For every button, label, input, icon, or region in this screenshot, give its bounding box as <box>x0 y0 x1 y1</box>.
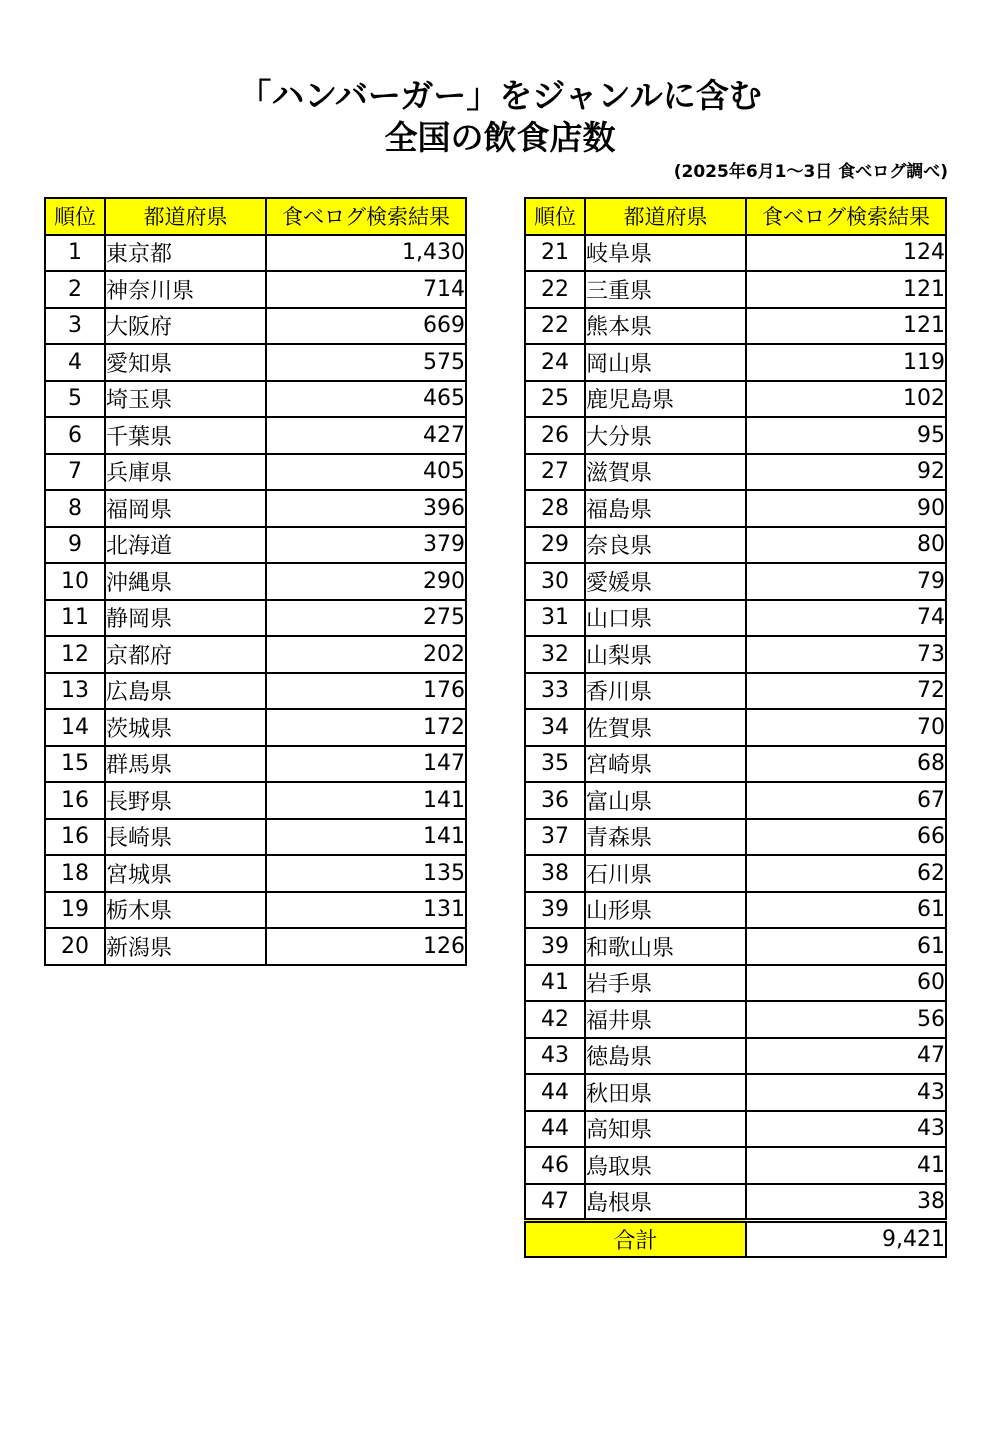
prefecture-cell: 埼玉県 <box>105 381 266 418</box>
header-rank: 順位 <box>525 198 585 235</box>
prefecture-cell: 熊本県 <box>585 308 746 345</box>
count-cell: 176 <box>266 673 466 710</box>
page-title-line2: 全国の飲食店数 <box>384 118 616 157</box>
table-row <box>45 308 466 345</box>
table-row <box>45 344 466 381</box>
prefecture-cell: 秋田県 <box>585 1074 746 1111</box>
count-cell: 95 <box>746 417 946 454</box>
count-cell: 121 <box>746 271 946 308</box>
prefecture-cell: 千葉県 <box>105 417 266 454</box>
header-row <box>45 198 466 235</box>
prefecture-cell: 広島県 <box>105 673 266 710</box>
header-prefecture: 都道府県 <box>105 198 266 235</box>
prefecture-cell: 鹿児島県 <box>585 381 746 418</box>
total-count: 9,421 <box>746 1220 946 1257</box>
table-row <box>525 271 946 308</box>
rank-cell: 32 <box>525 636 585 673</box>
table-row <box>525 600 946 637</box>
count-cell: 172 <box>266 709 466 746</box>
count-cell: 126 <box>266 928 466 965</box>
prefecture-cell: 茨城県 <box>105 709 266 746</box>
header-count: 食べログ検索結果 <box>266 198 466 235</box>
count-cell: 47 <box>746 1038 946 1075</box>
table-row <box>45 271 466 308</box>
count-cell: 68 <box>746 746 946 783</box>
table-row <box>525 1111 946 1148</box>
count-cell: 275 <box>266 600 466 637</box>
table-row <box>525 709 946 746</box>
prefecture-cell: 佐賀県 <box>585 709 746 746</box>
prefecture-cell: 宮城県 <box>105 855 266 892</box>
table-row <box>525 636 946 673</box>
count-cell: 72 <box>746 673 946 710</box>
count-cell: 575 <box>266 344 466 381</box>
header-row <box>525 198 946 235</box>
table-row <box>45 563 466 600</box>
count-cell: 61 <box>746 928 946 965</box>
count-cell: 202 <box>266 636 466 673</box>
prefecture-cell: 兵庫県 <box>105 454 266 491</box>
count-cell: 66 <box>746 819 946 856</box>
count-cell: 102 <box>746 381 946 418</box>
table-row <box>525 454 946 491</box>
table-row <box>525 782 946 819</box>
prefecture-cell: 大阪府 <box>105 308 266 345</box>
prefecture-cell: 奈良県 <box>585 527 746 564</box>
prefecture-cell: 徳島県 <box>585 1038 746 1075</box>
prefecture-cell: 群馬県 <box>105 746 266 783</box>
rank-cell: 28 <box>525 490 585 527</box>
table-row <box>45 673 466 710</box>
rank-cell: 31 <box>525 600 585 637</box>
header-prefecture: 都道府県 <box>585 198 746 235</box>
rank-cell: 44 <box>525 1111 585 1148</box>
prefecture-cell: 新潟県 <box>105 928 266 965</box>
rank-cell: 12 <box>45 636 105 673</box>
rank-cell: 26 <box>525 417 585 454</box>
table-row <box>525 673 946 710</box>
table-row <box>525 819 946 856</box>
prefecture-cell: 長野県 <box>105 782 266 819</box>
prefecture-cell: 三重県 <box>585 271 746 308</box>
header-rank: 順位 <box>45 198 105 235</box>
rank-cell: 25 <box>525 381 585 418</box>
count-cell: 73 <box>746 636 946 673</box>
table-row <box>45 417 466 454</box>
table-row <box>45 819 466 856</box>
rank-cell: 34 <box>525 709 585 746</box>
rank-cell: 16 <box>45 819 105 856</box>
rank-cell: 5 <box>45 381 105 418</box>
prefecture-cell: 宮崎県 <box>585 746 746 783</box>
table-row <box>525 928 946 965</box>
rank-cell: 9 <box>45 527 105 564</box>
table-row <box>45 855 466 892</box>
table-row <box>45 600 466 637</box>
rank-cell: 39 <box>525 892 585 929</box>
rank-cell: 36 <box>525 782 585 819</box>
count-cell: 465 <box>266 381 466 418</box>
rank-cell: 39 <box>525 928 585 965</box>
table-row <box>525 490 946 527</box>
prefecture-cell: 富山県 <box>585 782 746 819</box>
count-cell: 60 <box>746 965 946 1002</box>
page-title: 「ハンバーガー」をジャンルに含む <box>238 76 762 115</box>
table-row <box>525 1001 946 1038</box>
rank-cell: 35 <box>525 746 585 783</box>
count-cell: 90 <box>746 490 946 527</box>
table-row <box>525 527 946 564</box>
rank-cell: 42 <box>525 1001 585 1038</box>
count-cell: 121 <box>746 308 946 345</box>
rank-cell: 37 <box>525 819 585 856</box>
count-cell: 119 <box>746 344 946 381</box>
prefecture-cell: 青森県 <box>585 819 746 856</box>
count-cell: 92 <box>746 454 946 491</box>
table-row <box>45 381 466 418</box>
table-row <box>45 527 466 564</box>
table-row <box>45 235 466 272</box>
table-row <box>525 1147 946 1184</box>
table-row <box>45 892 466 929</box>
prefecture-cell: 北海道 <box>105 527 266 564</box>
count-cell: 379 <box>266 527 466 564</box>
prefecture-cell: 山梨県 <box>585 636 746 673</box>
prefecture-cell: 栃木県 <box>105 892 266 929</box>
rank-cell: 21 <box>525 235 585 272</box>
prefecture-cell: 福岡県 <box>105 490 266 527</box>
rank-cell: 20 <box>45 928 105 965</box>
rank-cell: 43 <box>525 1038 585 1075</box>
rank-cell: 4 <box>45 344 105 381</box>
table-row <box>525 965 946 1002</box>
prefecture-cell: 愛媛県 <box>585 563 746 600</box>
count-cell: 62 <box>746 855 946 892</box>
prefecture-cell: 東京都 <box>105 235 266 272</box>
count-cell: 405 <box>266 454 466 491</box>
table-row <box>45 490 466 527</box>
rank-cell: 6 <box>45 417 105 454</box>
count-cell: 427 <box>266 417 466 454</box>
source-note: (2025年6月1～3日 食べログ調べ) <box>673 162 948 182</box>
count-cell: 1,430 <box>266 235 466 272</box>
count-cell: 290 <box>266 563 466 600</box>
table-row <box>45 709 466 746</box>
table-row <box>525 417 946 454</box>
count-cell: 74 <box>746 600 946 637</box>
count-cell: 67 <box>746 782 946 819</box>
table-row <box>525 308 946 345</box>
prefecture-cell: 京都府 <box>105 636 266 673</box>
prefecture-cell: 福島県 <box>585 490 746 527</box>
prefecture-cell: 香川県 <box>585 673 746 710</box>
table-row <box>45 454 466 491</box>
table-row <box>525 344 946 381</box>
count-cell: 56 <box>746 1001 946 1038</box>
rank-cell: 11 <box>45 600 105 637</box>
rank-cell: 27 <box>525 454 585 491</box>
ranking-table-left <box>44 197 467 966</box>
count-cell: 669 <box>266 308 466 345</box>
prefecture-cell: 神奈川県 <box>105 271 266 308</box>
table-row <box>525 855 946 892</box>
rank-cell: 8 <box>45 490 105 527</box>
prefecture-cell: 滋賀県 <box>585 454 746 491</box>
ranking-table-right <box>524 197 947 1258</box>
prefecture-cell: 山口県 <box>585 600 746 637</box>
total-label: 合計 <box>525 1220 746 1257</box>
rank-cell: 7 <box>45 454 105 491</box>
prefecture-cell: 愛知県 <box>105 344 266 381</box>
rank-cell: 29 <box>525 527 585 564</box>
count-cell: 43 <box>746 1111 946 1148</box>
count-cell: 79 <box>746 563 946 600</box>
rank-cell: 18 <box>45 855 105 892</box>
table-row <box>45 636 466 673</box>
rank-cell: 44 <box>525 1074 585 1111</box>
table-row <box>45 782 466 819</box>
rank-cell: 2 <box>45 271 105 308</box>
table-row <box>45 928 466 965</box>
rank-cell: 10 <box>45 563 105 600</box>
prefecture-cell: 島根県 <box>585 1184 746 1221</box>
rank-cell: 22 <box>525 308 585 345</box>
prefecture-cell: 岐阜県 <box>585 235 746 272</box>
count-cell: 61 <box>746 892 946 929</box>
rank-cell: 16 <box>45 782 105 819</box>
prefecture-cell: 高知県 <box>585 1111 746 1148</box>
count-cell: 141 <box>266 819 466 856</box>
table-row <box>525 1038 946 1075</box>
total-row <box>525 1220 946 1257</box>
prefecture-cell: 岩手県 <box>585 965 746 1002</box>
count-cell: 135 <box>266 855 466 892</box>
count-cell: 70 <box>746 709 946 746</box>
rank-cell: 33 <box>525 673 585 710</box>
prefecture-cell: 岡山県 <box>585 344 746 381</box>
rank-cell: 30 <box>525 563 585 600</box>
table-row <box>525 746 946 783</box>
prefecture-cell: 和歌山県 <box>585 928 746 965</box>
count-cell: 141 <box>266 782 466 819</box>
header-count: 食べログ検索結果 <box>746 198 946 235</box>
count-cell: 396 <box>266 490 466 527</box>
prefecture-cell: 静岡県 <box>105 600 266 637</box>
count-cell: 714 <box>266 271 466 308</box>
count-cell: 43 <box>746 1074 946 1111</box>
table-row <box>45 746 466 783</box>
rank-cell: 15 <box>45 746 105 783</box>
rank-cell: 47 <box>525 1184 585 1221</box>
count-cell: 41 <box>746 1147 946 1184</box>
count-cell: 131 <box>266 892 466 929</box>
rank-cell: 41 <box>525 965 585 1002</box>
rank-cell: 38 <box>525 855 585 892</box>
rank-cell: 46 <box>525 1147 585 1184</box>
count-cell: 124 <box>746 235 946 272</box>
rank-cell: 3 <box>45 308 105 345</box>
rank-cell: 1 <box>45 235 105 272</box>
prefecture-cell: 沖縄県 <box>105 563 266 600</box>
prefecture-cell: 鳥取県 <box>585 1147 746 1184</box>
rank-cell: 14 <box>45 709 105 746</box>
rank-cell: 24 <box>525 344 585 381</box>
table-row <box>525 892 946 929</box>
table-row <box>525 1074 946 1111</box>
prefecture-cell: 大分県 <box>585 417 746 454</box>
count-cell: 80 <box>746 527 946 564</box>
rank-cell: 13 <box>45 673 105 710</box>
table-row <box>525 235 946 272</box>
prefecture-cell: 長崎県 <box>105 819 266 856</box>
prefecture-cell: 福井県 <box>585 1001 746 1038</box>
count-cell: 38 <box>746 1184 946 1221</box>
rank-cell: 19 <box>45 892 105 929</box>
prefecture-cell: 山形県 <box>585 892 746 929</box>
prefecture-cell: 石川県 <box>585 855 746 892</box>
rank-cell: 22 <box>525 271 585 308</box>
table-row <box>525 563 946 600</box>
count-cell: 147 <box>266 746 466 783</box>
table-row <box>525 381 946 418</box>
table-row <box>525 1184 946 1221</box>
